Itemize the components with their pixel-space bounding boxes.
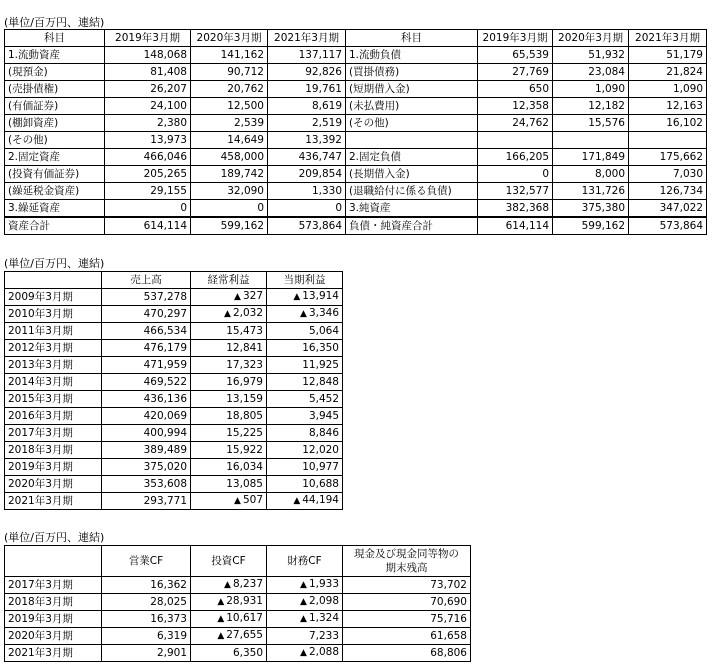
cell-value: 28,931 <box>226 595 263 607</box>
bs-value-cell: 13,392 <box>268 132 346 149</box>
pl-net-cell <box>267 476 343 493</box>
bs-value-cell: 92,826 <box>268 64 346 81</box>
bs-value-cell: 12,500 <box>191 98 268 115</box>
bs-label-cell: (その他) <box>346 115 478 132</box>
bs-row <box>5 183 707 200</box>
cell-value: 18,805 <box>226 409 263 422</box>
cf-investing-cell <box>191 645 267 662</box>
bs-value-cell: 13,973 <box>105 132 191 149</box>
bs-label-cell: 資産合計 <box>5 217 105 235</box>
bs-value-cell: 24,100 <box>105 98 191 115</box>
bs-row <box>5 200 707 218</box>
bs-label-cell: (棚卸資産) <box>5 115 105 132</box>
pl-row <box>5 493 343 510</box>
cf-row <box>5 645 471 662</box>
cf-operating-cell <box>102 594 191 611</box>
bs-label-cell: (退職給付に係る負債) <box>346 183 478 200</box>
bs-value-cell: 12,182 <box>553 98 629 115</box>
cf-cash-cell <box>343 594 471 611</box>
bs-value-cell: 65,539 <box>478 47 553 64</box>
cell-value: 5,064 <box>308 324 339 337</box>
cell-value: 3,346 <box>308 307 339 319</box>
cell-value: 436,136 <box>143 392 187 405</box>
cell-value: 75,716 <box>430 612 467 625</box>
pl-row <box>5 289 343 306</box>
cf-cash-cell <box>343 645 471 662</box>
bs-value-cell: 8,619 <box>268 98 346 115</box>
pl-net-cell <box>267 493 343 510</box>
pl-sales-cell <box>102 289 191 306</box>
bs-row <box>5 217 707 235</box>
bs-value-cell: 148,068 <box>105 47 191 64</box>
pl-row <box>5 391 343 408</box>
pl-net-cell <box>267 340 343 357</box>
pl-header-cell: 経常利益 <box>191 272 267 289</box>
cell-value: 10,617 <box>226 612 263 624</box>
pl-unit-label: (単位/百万円、連結) <box>4 257 105 270</box>
bs-value-cell: 614,114 <box>478 217 553 235</box>
pl-row <box>5 425 343 442</box>
negative-triangle-icon: ▲ <box>293 496 301 506</box>
cf-cash-cell <box>343 628 471 645</box>
cf-row <box>5 577 471 594</box>
cell-value: 10,977 <box>302 460 339 473</box>
pl-ordinary-cell <box>191 425 267 442</box>
pl-ordinary-cell <box>191 374 267 391</box>
cell-value: 537,278 <box>143 290 187 303</box>
pl-ordinary-cell <box>191 442 267 459</box>
pl-row <box>5 306 343 323</box>
bs-label-cell: (繰延税金資産) <box>5 183 105 200</box>
cf-year-cell: 2020年3月期 <box>5 628 102 645</box>
cell-value: 420,069 <box>143 409 187 422</box>
bs-value-cell: 23,084 <box>553 64 629 81</box>
bs-value-cell: 12,358 <box>478 98 553 115</box>
negative-triangle-icon: ▲ <box>300 309 307 319</box>
bs-value-cell: 650 <box>478 81 553 98</box>
bs-label-cell: 3.繰延資産 <box>5 200 105 218</box>
pl-year-cell: 2010年3月期 <box>5 306 102 323</box>
pl-ordinary-cell <box>191 323 267 340</box>
cf-header <box>5 546 471 577</box>
bs-value-cell: 166,205 <box>478 149 553 166</box>
cf-year-cell: 2021年3月期 <box>5 645 102 662</box>
bs-value-cell: 573,864 <box>268 217 346 235</box>
pl-year-cell: 2019年3月期 <box>5 459 102 476</box>
pl-year-cell: 2013年3月期 <box>5 357 102 374</box>
cell-value: 375,020 <box>143 460 187 473</box>
cf-operating-cell <box>102 577 191 594</box>
cell-value: 2,032 <box>232 307 263 319</box>
cell-value: 389,489 <box>143 443 187 456</box>
negative-triangle-icon: ▲ <box>234 496 241 506</box>
bs-value-cell: 27,769 <box>478 64 553 81</box>
bs-value-cell: 15,576 <box>553 115 629 132</box>
cf-operating-cell <box>102 611 191 628</box>
bs-unit-label: (単位/百万円、連結) <box>4 16 105 29</box>
cf-investing-cell <box>191 594 267 611</box>
bs-value-cell: 21,824 <box>629 64 707 81</box>
cell-value: 70,690 <box>430 595 467 608</box>
bs-value-cell: 382,368 <box>478 200 553 218</box>
bs-label-cell: (短期借入金) <box>346 81 478 98</box>
bs-value-cell: 205,265 <box>105 166 191 183</box>
cell-value: 13,085 <box>226 477 263 490</box>
pl-sales-cell <box>102 442 191 459</box>
cell-value: 17,323 <box>226 358 263 371</box>
pl-year-cell: 2009年3月期 <box>5 289 102 306</box>
cf-investing-cell <box>191 611 267 628</box>
balance-sheet-table <box>4 29 707 235</box>
pl-header-cell <box>5 272 102 289</box>
bs-value-cell: 24,762 <box>478 115 553 132</box>
cell-value: 15,473 <box>226 324 263 337</box>
negative-triangle-icon: ▲ <box>300 614 307 624</box>
cell-value: 3,945 <box>308 409 339 422</box>
bs-value-cell: 1,090 <box>553 81 629 98</box>
cf-body <box>5 577 471 662</box>
pl-net-cell <box>267 323 343 340</box>
bs-label-cell: (買掛債務) <box>346 64 478 81</box>
pl-row <box>5 374 343 391</box>
bs-label-cell: 3.純資産 <box>346 200 478 218</box>
cashflow-table <box>4 545 471 662</box>
pl-year-cell: 2015年3月期 <box>5 391 102 408</box>
bs-value-cell: 375,380 <box>553 200 629 218</box>
bs-value-cell: 8,000 <box>553 166 629 183</box>
bs-value-cell: 573,864 <box>629 217 707 235</box>
bs-value-cell: 32,090 <box>191 183 268 200</box>
pl-sales-cell <box>102 323 191 340</box>
bs-label-cell: 負債・純資産合計 <box>346 217 478 235</box>
bs-row <box>5 115 707 132</box>
bs-value-cell: 51,932 <box>553 47 629 64</box>
pl-sales-cell <box>102 493 191 510</box>
bs-header-cell: 2019年3月期 <box>478 30 553 47</box>
bs-value-cell: 29,155 <box>105 183 191 200</box>
bs-value-cell: 126,734 <box>629 183 707 200</box>
bs-value-cell: 7,030 <box>629 166 707 183</box>
bs-value-cell: 2,539 <box>191 115 268 132</box>
bs-value-cell: 26,207 <box>105 81 191 98</box>
bs-value-cell: 19,761 <box>268 81 346 98</box>
bs-row <box>5 149 707 166</box>
pl-net-cell <box>267 357 343 374</box>
pl-row <box>5 459 343 476</box>
bs-label-cell: (長期借入金) <box>346 166 478 183</box>
cell-value: 7,233 <box>308 629 339 642</box>
cell-value: 353,608 <box>143 477 187 490</box>
cell-value: 12,848 <box>302 375 339 388</box>
pl-sales-cell <box>102 408 191 425</box>
cf-operating-cell <box>102 628 191 645</box>
cell-value: 12,841 <box>226 341 263 354</box>
pl-net-cell <box>267 289 343 306</box>
bs-value-cell: 1,330 <box>268 183 346 200</box>
cell-value: 16,034 <box>226 460 263 473</box>
bs-value-cell <box>478 132 553 149</box>
pl-ordinary-cell <box>191 408 267 425</box>
bs-value-cell: 2,519 <box>268 115 346 132</box>
pl-row <box>5 340 343 357</box>
cf-financing-cell <box>267 594 343 611</box>
pl-sales-cell <box>102 391 191 408</box>
bs-value-cell: 51,179 <box>629 47 707 64</box>
bs-value-cell: 458,000 <box>191 149 268 166</box>
cf-header-line: 現金及び現金同等物の <box>354 548 459 560</box>
cf-header-cell <box>343 546 471 577</box>
cell-value: 507 <box>242 494 263 506</box>
pl-year-cell: 2014年3月期 <box>5 374 102 391</box>
cf-investing-cell <box>191 577 267 594</box>
bs-label-cell: 2.固定資産 <box>5 149 105 166</box>
pl-year-cell: 2016年3月期 <box>5 408 102 425</box>
cf-row <box>5 594 471 611</box>
cf-row <box>5 628 471 645</box>
pl-sales-cell <box>102 357 191 374</box>
pl-ordinary-cell <box>191 306 267 323</box>
negative-triangle-icon: ▲ <box>224 309 231 319</box>
bs-value-cell: 599,162 <box>553 217 629 235</box>
bs-label-cell: 1.流動負債 <box>346 47 478 64</box>
cf-header-cell <box>5 546 102 577</box>
cell-value: 61,658 <box>430 629 467 642</box>
pl-net-cell <box>267 391 343 408</box>
cell-value: 16,373 <box>150 612 187 625</box>
pl-ordinary-cell <box>191 476 267 493</box>
cf-header-cell: 営業CF <box>102 546 191 577</box>
bs-value-cell: 599,162 <box>191 217 268 235</box>
bs-body <box>5 47 707 235</box>
cell-value: 6,319 <box>156 629 187 642</box>
pl-row <box>5 323 343 340</box>
income-table <box>4 271 343 510</box>
bs-value-cell: 614,114 <box>105 217 191 235</box>
cell-value: 2,098 <box>308 595 339 607</box>
bs-value-cell: 90,712 <box>191 64 268 81</box>
pl-row <box>5 408 343 425</box>
negative-triangle-icon: ▲ <box>234 292 241 302</box>
pl-net-cell <box>267 459 343 476</box>
bs-row <box>5 47 707 64</box>
bs-value-cell: 175,662 <box>629 149 707 166</box>
pl-ordinary-cell <box>191 459 267 476</box>
bs-label-cell: (未払費用) <box>346 98 478 115</box>
bs-value-cell: 20,762 <box>191 81 268 98</box>
pl-net-cell <box>267 374 343 391</box>
bs-header-cell: 2021年3月期 <box>268 30 346 47</box>
cell-value: 471,959 <box>143 358 187 371</box>
cell-value: 44,194 <box>302 494 339 506</box>
pl-net-cell <box>267 442 343 459</box>
pl-ordinary-cell <box>191 357 267 374</box>
cf-financing-cell <box>267 645 343 662</box>
bs-value-cell: 141,162 <box>191 47 268 64</box>
negative-triangle-icon: ▲ <box>224 580 231 590</box>
cf-header-cell: 財務CF <box>267 546 343 577</box>
bs-value-cell: 2,380 <box>105 115 191 132</box>
cell-value: 466,534 <box>143 324 187 337</box>
bs-value-cell: 0 <box>478 166 553 183</box>
bs-value-cell: 347,022 <box>629 200 707 218</box>
pl-sales-cell <box>102 425 191 442</box>
pl-year-cell: 2018年3月期 <box>5 442 102 459</box>
pl-header-cell: 当期利益 <box>267 272 343 289</box>
negative-triangle-icon: ▲ <box>300 648 307 658</box>
bs-header-cell: 2019年3月期 <box>105 30 191 47</box>
cell-value: 469,522 <box>143 375 187 388</box>
cell-value: 2,088 <box>308 646 339 658</box>
cell-value: 15,225 <box>226 426 263 439</box>
bs-row <box>5 132 707 149</box>
negative-triangle-icon: ▲ <box>300 597 307 607</box>
pl-sales-cell <box>102 374 191 391</box>
negative-triangle-icon: ▲ <box>217 597 225 607</box>
pl-ordinary-cell <box>191 340 267 357</box>
cell-value: 11,925 <box>302 358 339 371</box>
bs-label-cell: (有価証券) <box>5 98 105 115</box>
bs-value-cell: 466,046 <box>105 149 191 166</box>
cell-value: 1,933 <box>308 578 339 590</box>
cell-value: 8,237 <box>232 578 263 590</box>
bs-value-cell: 81,408 <box>105 64 191 81</box>
cf-financing-cell <box>267 611 343 628</box>
pl-sales-cell <box>102 306 191 323</box>
cell-value: 400,994 <box>143 426 187 439</box>
bs-value-cell <box>629 132 707 149</box>
pl-ordinary-cell <box>191 391 267 408</box>
cell-value: 16,362 <box>150 578 187 591</box>
negative-triangle-icon: ▲ <box>293 292 301 302</box>
cell-value: 10,688 <box>302 477 339 490</box>
cf-cash-cell <box>343 577 471 594</box>
bs-value-cell: 189,742 <box>191 166 268 183</box>
negative-triangle-icon: ▲ <box>217 614 225 624</box>
cell-value: 5,452 <box>308 392 339 405</box>
bs-header-cell: 科目 <box>5 30 105 47</box>
bs-label-cell: (投資有価証券) <box>5 166 105 183</box>
cell-value: 6,350 <box>232 646 263 659</box>
cf-operating-cell <box>102 645 191 662</box>
cf-row <box>5 611 471 628</box>
bs-value-cell: 137,117 <box>268 47 346 64</box>
cf-investing-cell <box>191 628 267 645</box>
bs-label-cell: (その他) <box>5 132 105 149</box>
bs-header <box>5 30 707 47</box>
bs-value-cell: 0 <box>268 200 346 218</box>
cf-cash-cell <box>343 611 471 628</box>
cf-financing-cell <box>267 577 343 594</box>
cf-financing-cell <box>267 628 343 645</box>
bs-row <box>5 64 707 81</box>
cell-value: 476,179 <box>143 341 187 354</box>
pl-ordinary-cell <box>191 289 267 306</box>
cell-value: 12,020 <box>302 443 339 456</box>
negative-triangle-icon: ▲ <box>217 631 225 641</box>
bs-value-cell: 0 <box>191 200 268 218</box>
cell-value: 28,025 <box>150 595 187 608</box>
cell-value: 16,350 <box>302 341 339 354</box>
pl-net-cell <box>267 408 343 425</box>
cell-value: 15,922 <box>226 443 263 456</box>
bs-label-cell <box>346 132 478 149</box>
bs-header-cell: 2020年3月期 <box>553 30 629 47</box>
cell-value: 13,159 <box>226 392 263 405</box>
cell-value: 293,771 <box>143 494 187 507</box>
bs-value-cell: 16,102 <box>629 115 707 132</box>
cf-year-cell: 2019年3月期 <box>5 611 102 628</box>
bs-value-cell: 0 <box>105 200 191 218</box>
cell-value: 8,846 <box>308 426 339 439</box>
bs-value-cell: 436,747 <box>268 149 346 166</box>
cell-value: 327 <box>242 290 263 302</box>
pl-body <box>5 289 343 510</box>
cf-header-cell: 投資CF <box>191 546 267 577</box>
pl-sales-cell <box>102 459 191 476</box>
pl-sales-cell <box>102 476 191 493</box>
cell-value: 470,297 <box>143 307 187 320</box>
bs-row <box>5 81 707 98</box>
pl-year-cell: 2020年3月期 <box>5 476 102 493</box>
bs-value-cell: 132,577 <box>478 183 553 200</box>
cf-header-line: 期末残高 <box>385 562 428 574</box>
bs-value-cell: 12,163 <box>629 98 707 115</box>
bs-header-cell: 科目 <box>346 30 478 47</box>
pl-ordinary-cell <box>191 493 267 510</box>
cell-value: 16,979 <box>226 375 263 388</box>
bs-row <box>5 166 707 183</box>
bs-label-cell: (売掛債権) <box>5 81 105 98</box>
cell-value: 2,901 <box>156 646 187 659</box>
pl-row <box>5 442 343 459</box>
pl-net-cell <box>267 425 343 442</box>
pl-header-cell: 売上高 <box>102 272 191 289</box>
pl-year-cell: 2021年3月期 <box>5 493 102 510</box>
bs-row <box>5 98 707 115</box>
pl-row <box>5 476 343 493</box>
cf-year-cell: 2018年3月期 <box>5 594 102 611</box>
bs-label-cell: 1.流動資産 <box>5 47 105 64</box>
cell-value: 68,806 <box>430 646 467 659</box>
bs-header-cell: 2021年3月期 <box>629 30 707 47</box>
pl-net-cell <box>267 306 343 323</box>
pl-year-cell: 2012年3月期 <box>5 340 102 357</box>
pl-year-cell: 2011年3月期 <box>5 323 102 340</box>
bs-value-cell <box>553 132 629 149</box>
bs-label-cell: (現預金) <box>5 64 105 81</box>
bs-value-cell: 171,849 <box>553 149 629 166</box>
pl-year-cell: 2017年3月期 <box>5 425 102 442</box>
bs-value-cell: 209,854 <box>268 166 346 183</box>
cell-value: 1,324 <box>308 612 339 624</box>
bs-value-cell: 131,726 <box>553 183 629 200</box>
cf-unit-label: (単位/百万円、連結) <box>4 531 105 544</box>
cell-value: 73,702 <box>430 578 467 591</box>
cf-year-cell: 2017年3月期 <box>5 577 102 594</box>
cell-value: 27,655 <box>226 629 263 641</box>
bs-header-cell: 2020年3月期 <box>191 30 268 47</box>
bs-label-cell: 2.固定負債 <box>346 149 478 166</box>
negative-triangle-icon: ▲ <box>300 580 307 590</box>
pl-header <box>5 272 343 289</box>
pl-row <box>5 357 343 374</box>
cell-value: 13,914 <box>302 290 339 302</box>
bs-value-cell: 14,649 <box>191 132 268 149</box>
bs-value-cell: 1,090 <box>629 81 707 98</box>
pl-sales-cell <box>102 340 191 357</box>
